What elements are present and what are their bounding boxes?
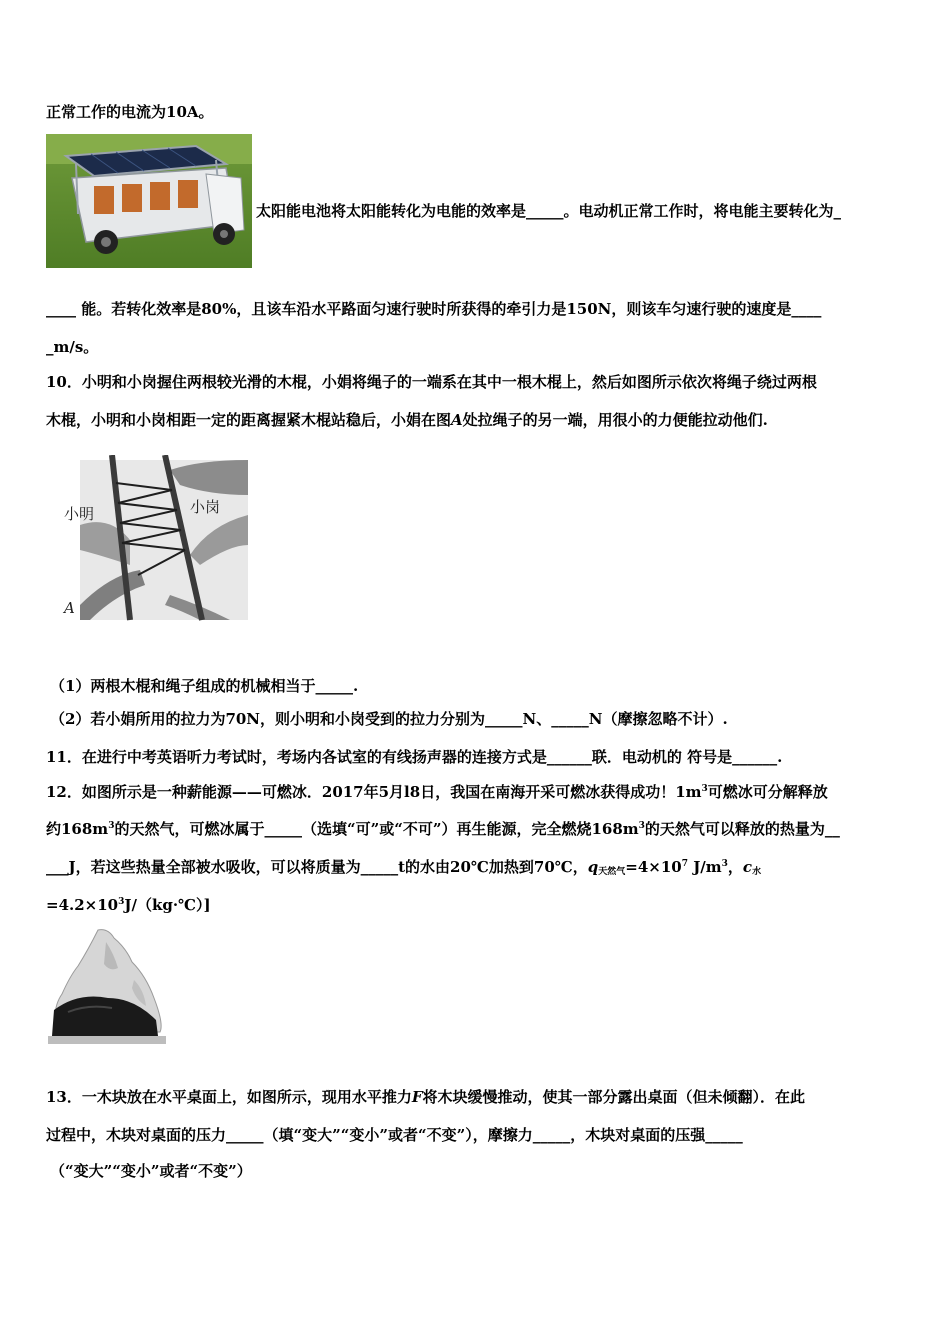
combustible-ice-image [48, 928, 166, 1050]
text-line-efficiency: 太阳能电池将太阳能转化为电能的效率是_____。电动机正常工作时，将电能主要转化为_ [256, 202, 842, 220]
question-10-line-2: 木棍，小明和小岗相距一定的距离握紧木棍站稳后，小娟在图A处拉绳子的另一端，用很小的力便能拉动他们. [46, 411, 768, 429]
question-10-part-2: （2）若小娟所用的拉力为70N，则小明和小岗受到的拉力分别为_____N、_____N（摩擦忽略不计）. [50, 710, 728, 728]
label-point-a: A [64, 599, 75, 617]
text-line-speed: ____ 能。若转化效率是80%，且该车沿水平路面匀速行驶时所获得的牵引力是150N，则该车匀速行驶的速度是____ [46, 300, 822, 318]
question-12-line-2: 约$168m^3$的天然气，可燃冰属于_____（选填“可”或“不可”）再生能源，完全燃烧$168m^3$的天然气可以释放的热量为__ [46, 820, 840, 838]
question-12-line-4: $=4.2\times 10^3J/(kg\cdot℃)$] [46, 896, 211, 914]
question-10-part-1: （1）两根木棍和绳子组成的机械相当于_____. [50, 677, 359, 695]
label-xiaogang: 小岗 [190, 498, 221, 516]
question-11: 11．在进行中考英语听力考试时，考场内各试室的有线扬声器的连接方式是______联．电动机的 符号是______. [46, 748, 783, 766]
solar-car-image [46, 134, 252, 268]
question-13-line-3: （“变大”“变小”或者“不变”） [50, 1162, 252, 1180]
question-13-line-1: 13．一木块放在水平桌面上，如图所示，现用水平推力F将木块缓慢推动，使其一部分露出桌面（但未倾翻）．在此 [46, 1088, 806, 1106]
text-line-unit: _m/s。 [46, 338, 99, 356]
sticks-rope-figure [60, 455, 250, 625]
question-12-line-3: ___J，若这些热量全部被水吸收，可以将质量为_____t的水由20℃加热到70℃，$q_{天然气}=4\times 10^7$ $J/m^3$，$c_水$ [46, 858, 762, 877]
question-10-line-1: 10．小明和小岗握住两根较光滑的木棍，小娟将绳子的一端系在其中一根木棍上，然后如图所示依次将绳子绕过两根 [46, 373, 817, 391]
question-13-line-2: 过程中，木块对桌面的压力_____（填“变大”“变小”或者“不变”），摩擦力_____，木块对桌面的压强_____ [46, 1126, 743, 1144]
label-xiaoming: 小明 [64, 505, 95, 523]
question-12-line-1: 12．如图所示是一种薪能源——可燃冰．2017年5月l8日，我国在南海开采可燃冰获得成功！$1m^3$可燃冰可分解释放 [46, 783, 828, 801]
text-line-current: 正常工作的电流为10A。 [46, 103, 214, 121]
